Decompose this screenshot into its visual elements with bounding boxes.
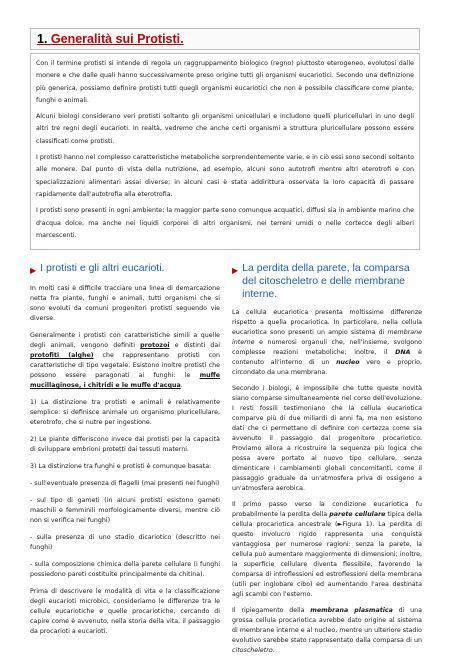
left-paragraph-5: 3) La distinzione tra funghi e protisti è comunque basata: — [30, 463, 212, 470]
term-membrana: membrana plasmatica — [310, 607, 393, 614]
intro-paragraph-4: I protisti sono presenti in ogni ambiente; la maggior parte sono comunque acquatici, diffusi sia in ambiente marino che d'acqua dolce, ma anche nei liquidi corporei di altri organismi, nei terreni umidi o nelle cortecce degli alberi marcescenti. — [36, 207, 414, 239]
list-item: - sulla composizione chimica della parete cellulare (i funghi possiedono pareti costituite principalmente da chitina). — [30, 561, 220, 578]
title-number: 1. — [37, 32, 48, 46]
page-title — [37, 32, 184, 46]
right-heading-text: La perdita della parete, la comparsa del citoscheletro e delle membrane interne. — [242, 262, 410, 300]
list-item: - sull'eventuale presenza di flagelli (mai presenti nei funghi) — [30, 480, 220, 487]
term-muffe: muffe mucillaginose, i chitridi e le muffe d'acqua — [30, 372, 220, 389]
left-section-heading — [30, 262, 220, 277]
triangle-bullet-icon: ▶ — [30, 266, 37, 275]
left-paragraph-3: 1) La distinzione tra protisti e animali è relativamente semplice: si definisce animale un organismo pluricellulare, eterotrofo, che si nutre per ingestione. — [30, 399, 220, 426]
text-run: e distinti dai — [169, 342, 220, 349]
intro-box — [30, 53, 420, 250]
right-section-heading — [232, 262, 422, 301]
right-column — [232, 262, 422, 662]
right-paragraph-2: Secondo i biologi, è impossibile che tutte queste novità siano comparse simultaneamente nel corso dell'evoluzione. I resti fossili testimoniano che la cellula eucariotica comparve più di due miliardi di anni fa, ma non esistono dati che ci permettano di definire con certezza come sia avvenuto il passaggio dal progenitore procariotico. Proviamo allora a ricostruire la sequenza più logica che possa avere portato al nuovo tipo cellulare, senza dimenticare i cambiamenti globali concomitanti, come il passaggio graduale da un'atmosfera priva di ossigeno a un'atmosfera aerobica. — [232, 385, 422, 492]
right-paragraph-4 — [232, 606, 422, 656]
term-nucleo: nucleo — [336, 359, 360, 366]
text-run: e numerosi organuli che, nell'insieme, svolgono complesse reazioni metaboliche; inoltre, il — [232, 339, 422, 356]
term-protozoi: protozoi — [140, 342, 170, 349]
text-run: è contenuto all'interno di un — [232, 349, 422, 366]
text-run: La cellula eucariotica presenta moltissime differenze rispetto a quella procariotica. In particolare, nella cellula eucariotica sono presenti un ampio sistema di — [232, 309, 422, 336]
left-heading-text: I protisti e gli altri eucarioti. — [40, 262, 165, 274]
left-paragraph-4: 2) Le piante differiscono invece dai protisti per la capacità di sviluppare embrioni protetti dai tessuti materni. — [30, 436, 220, 453]
left-paragraph-1: In molti casi è difficile tracciare una linea di demarcazione netta fra piante, funghi e animali, tutti organismi che si sono evoluti da comuni progenitori protisti seguendo vie diverse. — [30, 285, 220, 322]
right-paragraph-1 — [232, 308, 422, 378]
text-run: . — [180, 382, 183, 389]
intro-paragraph-2: Alcuni biologi considerano veri protisti soltanto gli organismi unicellulari e includono quelli pluricellulari in uno degli altri tre regni degli eucarioti. In realtà, vedremo che anche certi organismi a struttura pluricellulare possono essere classificati come protisti. — [36, 113, 414, 145]
term-dna: DNA — [395, 349, 411, 356]
text-run: che rappresentano protisti con caratteristiche di tipo vegetale. Esistono inoltre protisti che possono essere paragonati ai funghi: le — [30, 352, 220, 379]
left-paragraph-2 — [30, 331, 220, 391]
term-parete: parete cellulare — [329, 511, 386, 518]
text-run: Il primo passo verso la condizione eucariotica fu probabilmente la perdita della — [232, 501, 422, 518]
list-item: - sulla presenza di uno stadio dicariotico (descritto nei funghi) — [30, 534, 220, 551]
list-item: - sul tipo di gameti (in alcuni protisti esistono gameti maschili e femminili morfologicamente diversi, mentre ciò non si verifica nei funghi) — [30, 497, 220, 524]
triangle-bullet-icon: ▶ — [232, 266, 239, 275]
text-run: Generalmente i protisti con caratteristiche simili a quelle degli animali, vengono definiti — [30, 332, 220, 349]
text-run: Il ripiegamento della — [232, 607, 311, 614]
title-box — [30, 28, 420, 50]
intro-paragraph-3: I protisti hanno nel complesso caratteristiche metaboliche sorprendentemente varie, e in ciò essi sono secondi soltanto alle monere. Dal punto di vista della nutrizione, ad esempio, alcuni sono autotrofi mentre altri eterotrofi e con specializzazioni alimentari assai diverse; in alcuni casi è stata addirittura osservata la loro capacità di passare rapidamente dall'autotrofia alla eterotrofia. — [36, 154, 414, 198]
left-column — [30, 262, 220, 644]
text-run: di una grossa cellula procariotica avrebbe dato origine al sistema di membrane interne e al nucleo, mentre un ulteriore stadio evolutivo sarebbe stato rappresentato dalla comparsa di un — [232, 607, 422, 644]
intro-paragraph-1: Con il termine protisti si intende di regola un raggruppamento biologico (regno) piuttosto eterogeneo, evolutosi dalle monere e che dalle quali hanno successivamente preso origine tutti gli organismi eucariotici. Secondo una definizione più generica, possiamo definire protisti tutti quegli organismi eucariotici che non è possibile classificare come piante, funghi o animali. — [36, 60, 414, 104]
term-membrane: membrane interne — [232, 329, 422, 346]
right-paragraph-3 — [232, 500, 422, 600]
term-protofiti: protofiti (alghe) — [30, 352, 94, 359]
text-run: vero e proprio, circondato da una membrana. — [232, 359, 422, 376]
left-paragraph-6: Prima di descrivere le modalità di vita e la classificazione degli eucarioti microbici, consideriamo le differenze tra le cellule eucariotiche e quelle procariotiche, cercando di capire come è avvenuto, nella storia della vita, il passaggio da procarioti a eucarioti. — [30, 588, 220, 635]
text-run: ). La perdita di questo involucro rigido rappresenta una conquista vantaggiosa per numerose ragioni: senza la parete, la cellula può aumentare maggiormente di dimensioni; inoltre, la superficie cellulare diventa flessibile, favorendo la comparsa di introflessioni ed estroflessioni della membrana (utili per inglobare cibo) ed aumentando l'area destinata agli scambi con l'esterno. — [232, 521, 422, 598]
term-citoscheletro: citoscheletro — [232, 647, 273, 654]
text-run: . — [272, 647, 275, 654]
text-run: tipica della cellula procariotica ancestrale ( — [232, 511, 422, 528]
title-text: Generalità sui Protisti. — [50, 32, 184, 46]
figure-reference-link[interactable]: ►Figura 1 — [337, 521, 370, 528]
